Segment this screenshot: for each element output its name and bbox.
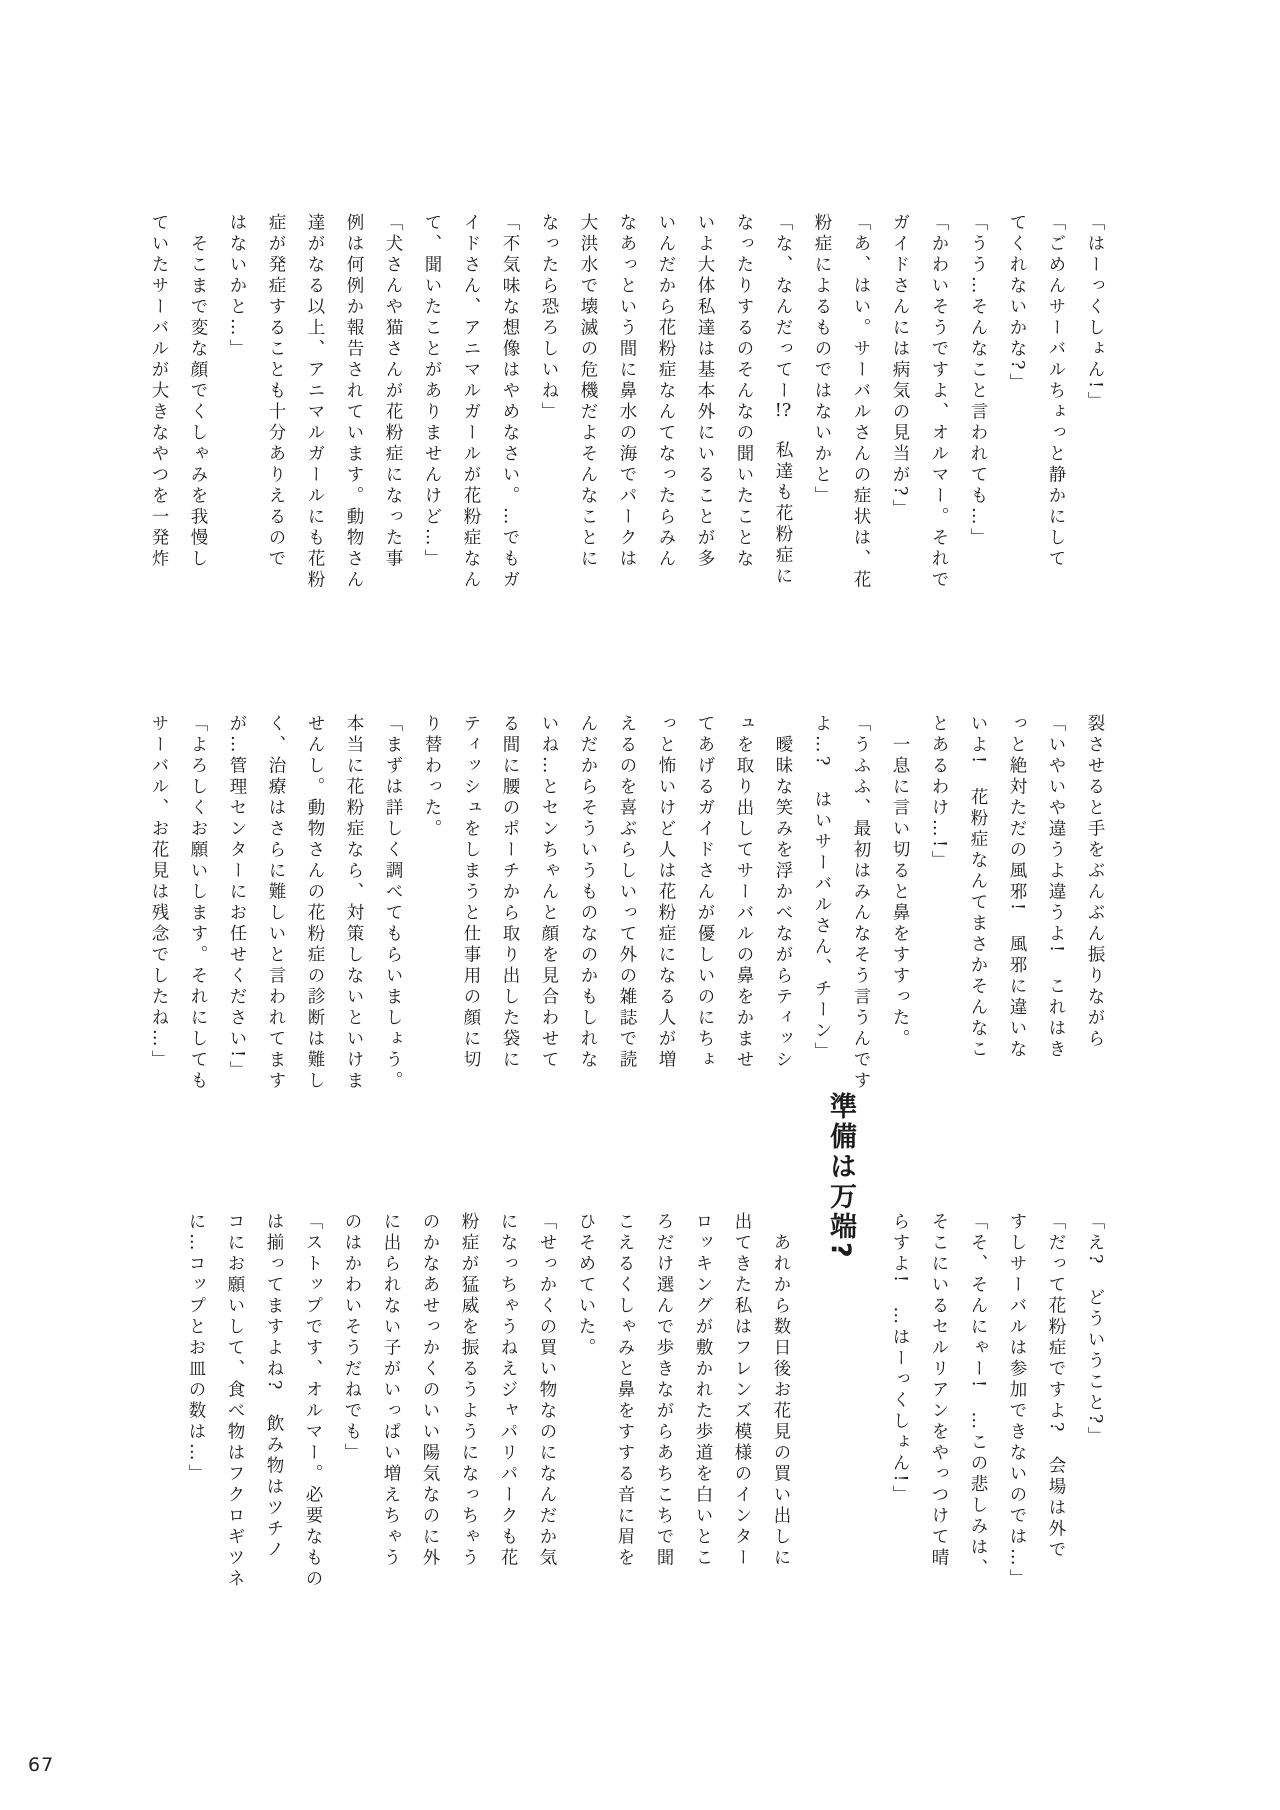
text-column: のはかわいそうだねでも」 (342, 1212, 362, 1464)
text-column: 「まずは詳しく調べてもらいましょう。 (383, 714, 403, 1092)
text-column: はないかと…」 (227, 213, 247, 360)
text-column: あれから数日後お花見の買い出しに (771, 1212, 791, 1569)
text-column: 「ごめんサーバルちょっと静かにして (1046, 213, 1066, 570)
text-column: 例は何例か報告されています。動物さん (344, 213, 364, 591)
text-column: 裂させると手をぶんぶん振りながら (1085, 714, 1105, 1050)
text-column: 粉症によるものではないかと」 (812, 213, 832, 507)
text-column: いんだから花粉症なんてなったらみん (656, 213, 676, 570)
text-column: 「いやいや違うよ違うよ! これはき (1046, 714, 1066, 1061)
text-column: っと絶対ただの風邪! 風邪に違いな (1007, 714, 1027, 1061)
text-column: 曖昧な笑みを浮かべながらティッシ (773, 714, 793, 1071)
text-column: てくれないかな?」 (1007, 213, 1027, 394)
text-column: に出られない子がいっぱい増えちゃう (381, 1212, 401, 1569)
text-column: ひそめていた。 (576, 1212, 596, 1359)
text-column: んだからそういうものなのかもしれな (578, 714, 598, 1071)
text-column: なあっという間に鼻水の海でパークは (617, 213, 637, 570)
text-column: いよ! 花粉症なんてまさかそんなこ (968, 714, 988, 1061)
text-column: そこにいるセルリアンをやっつけて晴 (929, 1212, 949, 1569)
text-column: が…管理センターにお任せください!」 (227, 714, 247, 1082)
text-column: 症が発症することも十分ありえるので (266, 213, 286, 570)
text-column: に…コップとお皿の数は…」 (186, 1212, 206, 1485)
text-column: ュを取り出してサーバルの鼻をかませ (734, 714, 754, 1071)
text-column: 「よろしくお願いします。それにしても (188, 714, 208, 1092)
text-column: よ…? はいサーバルさん、チーン」 (812, 714, 832, 1063)
text-column: っと怖いけど人は花粉症になる人が増 (656, 714, 676, 1071)
text-column: 「うふふ、最初はみんなそう言うんです (851, 714, 871, 1092)
text-column: 「あ、はい。サーバルさんの症状は、花 (851, 213, 871, 591)
text-column: 「な、なんだってー!? 私達も花粉症に (773, 213, 793, 588)
text-column: は揃ってますよね? 飲み物はツチノ (264, 1212, 284, 1561)
text-column: 「はーっくしょん!」 (1085, 213, 1105, 413)
text-column: 「え? どういうこと?」 (1085, 1212, 1105, 1448)
text-column: のかなあせっかくのいい陽気なのに外 (420, 1212, 440, 1569)
text-column: こえるくしゃみと鼻をすする音に眉を (615, 1212, 635, 1569)
text-column: せんし。動物さんの花粉症の診断は難し (305, 714, 325, 1092)
text-column: 本当に花粉症なら、対策しないといけま (344, 714, 364, 1092)
text-column: 「そ、そんにゃー! …この悲しみは、 (968, 1212, 988, 1580)
text-column: 「かわいそうですよ、オルマー。それで (929, 213, 949, 591)
text-column: ろだけ選んで歩きながらあちこちで聞 (654, 1212, 674, 1569)
text-column: 「犬さんや猫さんが花粉症になった事 (383, 213, 403, 570)
text-band-2 (139, 714, 1114, 1096)
text-column: ていたサーバルが大きなやつを一発炸 (149, 213, 169, 570)
text-column: て、聞いたことがありませんけど…」 (422, 213, 442, 570)
text-column: 達がなる以上、アニマルガールにも花粉 (305, 213, 325, 591)
text-column: いよ大体私達は基本外にいることが多 (695, 213, 715, 570)
text-column: 大洪水で壊滅の危機だよそんなことに (578, 213, 598, 570)
text-column: てあげるガイドさんが優しいのにちょ (695, 714, 715, 1071)
text-column: とあるわけ…!」 (929, 714, 949, 872)
text-column: コにお願いして、食べ物はフクロギツネ (225, 1212, 245, 1590)
text-column: 「うう…そんなこと言われても…」 (968, 213, 988, 549)
text-column: 「ストップです、オルマー。必要なもの (303, 1212, 323, 1590)
text-column: 「だって花粉症ですよ? 会場は外で (1046, 1212, 1066, 1561)
text-column: なったりするのそんなの聞いたことな (734, 213, 754, 570)
text-column: り替わった。 (422, 714, 442, 840)
text-column: サーバル、お花見は残念でしたね…」 (149, 714, 169, 1071)
text-column: 「不気味な想像はやめなさい。…でもガ (500, 213, 520, 591)
text-column: ティッシュをしまうと仕事用の顔に切 (461, 714, 481, 1071)
text-column: イドさん、アニマルガールが花粉症なん (461, 213, 481, 591)
text-column: ロッキングが敷かれた歩道を白いとこ (693, 1212, 713, 1569)
text-band-3 (176, 1092, 1114, 1594)
section-heading: 準備は万端? (825, 1092, 856, 1261)
text-column: 粉症が猛威を振るうようになっちゃう (459, 1212, 479, 1569)
text-column: 出てきた私はフレンズ模様のインター (732, 1212, 752, 1569)
text-band-1 (139, 213, 1114, 595)
text-column: そこまで変な顔でくしゃみを我慢し (188, 213, 208, 570)
text-column: なったら恐ろしいね」 (539, 213, 559, 423)
page-number: 67 (28, 1754, 55, 1776)
text-column: らすよ! …はーっくしょん!」 (890, 1212, 910, 1507)
text-column: ガイドさんには病気の見当が?」 (890, 213, 910, 520)
text-column: 一息に言い切ると鼻をすすった。 (890, 714, 910, 1050)
text-column: る間に腰のポーチから取り出した袋に (500, 714, 520, 1071)
text-column: になっちゃうねえジャパリパークも花 (498, 1212, 518, 1569)
text-column: いね…とセンちゃんと顔を見合わせて (539, 714, 559, 1071)
text-column: すしサーバルは参加できないのでは…」 (1007, 1212, 1027, 1590)
text-column: く、治療はさらに難しいと言われてます (266, 714, 286, 1092)
text-column: えるのを喜ぶらしいって外の雑誌で読 (617, 714, 637, 1071)
text-column: 「せっかくの買い物なのになんだか気 (537, 1212, 557, 1569)
